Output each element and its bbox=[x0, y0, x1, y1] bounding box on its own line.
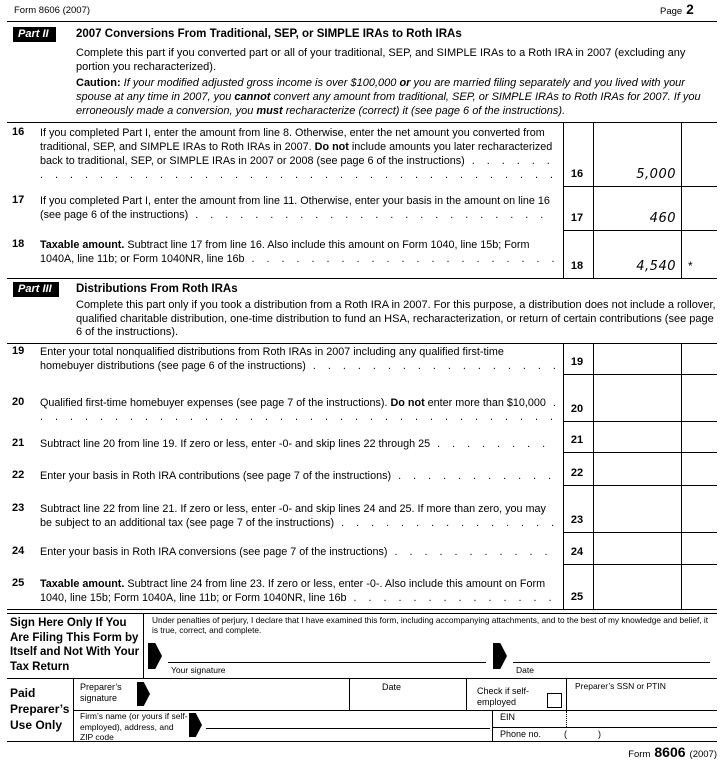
sign-section-bottom-rule bbox=[7, 678, 717, 679]
line22-text-body: Enter your basis in Roth IRA contributions (see page 7 of the instructions) bbox=[40, 470, 392, 482]
row-divider bbox=[563, 374, 717, 375]
header-form-id: Form 8606 (2007) bbox=[14, 5, 91, 16]
phone-label: Phone no. bbox=[500, 729, 542, 739]
page-label: Page bbox=[660, 6, 683, 17]
self-employed-label: Check if self-employed bbox=[477, 686, 530, 707]
row-divider bbox=[563, 532, 717, 533]
signature-date-label: Date bbox=[516, 665, 534, 675]
row-divider bbox=[563, 421, 717, 422]
firm-name-field-line[interactable] bbox=[206, 728, 490, 729]
row-divider bbox=[563, 485, 717, 486]
line17-text bbox=[40, 194, 557, 224]
ein-field[interactable] bbox=[570, 711, 715, 726]
line18-text bbox=[40, 238, 557, 268]
row-divider bbox=[563, 230, 717, 231]
preparer-border bbox=[566, 678, 567, 710]
line18-footnote-asterisk: * bbox=[688, 259, 693, 273]
part3-table-top-rule bbox=[7, 343, 717, 344]
line20-box-number: 20 bbox=[570, 403, 584, 415]
phone-paren-close: ) bbox=[598, 729, 601, 739]
part3-title: Distributions From Roth IRAs bbox=[76, 283, 238, 295]
part2-table-top-rule bbox=[7, 122, 717, 123]
preparer-section-bottom-rule bbox=[7, 741, 717, 742]
line18-amount-field[interactable] bbox=[594, 257, 676, 275]
date-arrow-icon bbox=[493, 643, 507, 669]
table-border bbox=[563, 343, 564, 609]
line25-text-body: Subtract line 24 from line 23. If zero or less, enter -0-. Also include this amount on Form 1040, line 15b; Form 1040A, line 11b; or Form 1040NR, line 16b bbox=[40, 578, 546, 604]
caution-text: you are married filing separately and you lived with your spouse at any time in 2007, you bbox=[76, 77, 685, 103]
sign-here-side-label: Sign Here Only If You Are Filing This Form by Itself and Not With Your Tax Return bbox=[10, 617, 140, 673]
preparer-border bbox=[492, 710, 493, 741]
line18-number: 18 bbox=[12, 238, 25, 250]
line17-text-body: If you completed Part I, enter the amount from line 11. Otherwise, enter your basis in the amount on line 16 (see page 6 of the instructions) bbox=[40, 195, 550, 221]
line17-box-number: 17 bbox=[570, 212, 584, 224]
preparer-signature-arrow-icon bbox=[137, 682, 150, 706]
line16-text-pre: If you completed Part I, enter the amount from line 8. Otherwise, enter the net amount you converted from traditional, SEP, and SIMPLE IRAs to Roth IRAs in 2007. bbox=[40, 127, 545, 153]
line16-number: 16 bbox=[12, 126, 25, 138]
line23-text-body: Subtract line 22 from line 21. If zero or less, enter -0- and skip lines 24 and 25. If more than zero, you may be subject to an additional tax (see page 7 of the instructions) bbox=[40, 503, 546, 529]
line19-box-number: 19 bbox=[570, 356, 584, 368]
preparer-border bbox=[349, 678, 350, 710]
part2-caution bbox=[76, 76, 717, 118]
line20-text bbox=[40, 396, 557, 426]
line21-text-body: Subtract line 20 from line 19. If zero or less, enter -0- and skip lines 22 through 25 bbox=[40, 438, 431, 450]
ein-divider bbox=[566, 711, 567, 727]
footer-form-label: Form bbox=[628, 749, 651, 760]
caution-bold-or: or bbox=[399, 77, 411, 89]
line19-number: 19 bbox=[12, 345, 25, 357]
line24-box-number: 24 bbox=[570, 546, 584, 558]
line23-box-number: 23 bbox=[570, 514, 584, 526]
paid-preparer-side-label: Paid Preparer’s Use Only bbox=[10, 686, 70, 732]
line25-box-number: 25 bbox=[570, 591, 584, 603]
line23-number: 23 bbox=[12, 502, 25, 514]
header-rule bbox=[7, 21, 717, 22]
line24-number: 24 bbox=[12, 545, 25, 557]
line18-text-bold: Taxable amount. bbox=[40, 239, 125, 251]
part3-table-bottom-rule bbox=[7, 609, 717, 610]
line16-amount-field[interactable] bbox=[594, 165, 676, 183]
footer-form-year: (2007) bbox=[689, 749, 717, 760]
line25-text-bold: Taxable amount. bbox=[40, 578, 125, 590]
table-border bbox=[593, 122, 594, 278]
part3-intro: Complete this part only if you took a distribution from a Roth IRA in 2007. For this purpose, a distribution does not include a rollover, qualified charitable distribution, one-time distribution to fund an HSA, recharacterization, or return of certain contributions (see page 6 of the instructions). bbox=[76, 299, 716, 338]
line22-box-number: 22 bbox=[570, 467, 584, 479]
row-divider bbox=[563, 564, 717, 565]
part2-table-bottom-rule bbox=[7, 278, 717, 279]
line17-amount-field[interactable] bbox=[594, 209, 676, 227]
line16-box-number: 16 bbox=[570, 168, 584, 180]
row-divider bbox=[563, 452, 717, 453]
ein-label: EIN bbox=[500, 712, 516, 722]
row-divider bbox=[563, 186, 717, 187]
self-employed-checkbox[interactable] bbox=[547, 693, 562, 708]
line23-text bbox=[40, 502, 557, 532]
preparer-date-label: Date bbox=[382, 682, 402, 692]
phone-field[interactable] bbox=[605, 728, 715, 741]
preparer-border bbox=[466, 678, 467, 710]
line20-number: 20 bbox=[12, 396, 25, 408]
your-signature-label: Your signature bbox=[171, 665, 226, 675]
part2-intro: Complete this part if you converted part or all of your traditional, SEP, and SIMPLE IRAs to a Roth IRA in 2007 (excluding any portion you recharacterized). bbox=[76, 47, 686, 73]
phone-paren-open: ( bbox=[564, 729, 567, 739]
line19-text-body: Enter your total nonqualified distributions from Roth IRAs in 2007 including any qualified first-time homebuyer distributions (see page 6 of the instructions) bbox=[40, 346, 504, 372]
table-border bbox=[593, 343, 594, 609]
page-number: 2 bbox=[686, 2, 694, 17]
caution-label: Caution: bbox=[76, 77, 121, 89]
line20-text-bold: Do not bbox=[390, 397, 425, 409]
caution-text: convert any amount from traditional, SEP, or SIMPLE IRAs to Roth IRAs for 2007. If you erroneously made a conversion, you bbox=[76, 91, 701, 117]
line20-text-post: enter more than $10,000 bbox=[424, 397, 546, 409]
line22-number: 22 bbox=[12, 469, 25, 481]
line24-text-body: Enter your basis in Roth IRA conversions (see page 7 of the instructions) bbox=[40, 546, 388, 558]
line16-text bbox=[40, 126, 557, 184]
preparer-signature-label: Preparer’s signature bbox=[80, 682, 122, 703]
footer-form-id bbox=[560, 744, 717, 760]
part3-badge: Part III bbox=[13, 282, 59, 297]
firm-name-label: Firm’s name (or yours if self-employed), address, and ZIP code bbox=[80, 711, 188, 742]
table-border bbox=[681, 122, 682, 278]
part2-badge: Part II bbox=[13, 27, 56, 42]
line18-box-number: 18 bbox=[570, 260, 584, 272]
table-border bbox=[563, 122, 564, 278]
caution-bold-cannot: cannot bbox=[234, 91, 271, 103]
line20-text-pre: Qualified first-time homebuyer expenses (see page 7 of the instructions). bbox=[40, 397, 391, 409]
line17-value: 460 bbox=[649, 211, 676, 226]
line18-text-body: Subtract line 17 from line 16. Also include this amount on Form 1040, line 15b; Form 1040A, line 11b; or Form 1040NR, line 16b bbox=[40, 239, 530, 265]
caution-text: If your modified adjusted gross income is over $100,000 bbox=[120, 77, 400, 89]
preparer-signature-field[interactable] bbox=[152, 682, 347, 708]
perjury-statement: Under penalties of perjury, I declare that I have examined this form, including accompanying attachments, and to the best of my knowledge and belief, it is true, correct, and complete. bbox=[152, 615, 709, 636]
caution-text: recharacterize (correct) it (see page 6 of the instructions). bbox=[282, 105, 566, 117]
part2-title: 2007 Conversions From Traditional, SEP, or SIMPLE IRAs to Roth IRAs bbox=[76, 28, 462, 40]
line25-number: 25 bbox=[12, 577, 25, 589]
line18-value: 4,540 bbox=[636, 259, 676, 274]
firm-name-arrow-icon bbox=[189, 713, 202, 737]
table-border bbox=[681, 343, 682, 609]
header-page bbox=[660, 2, 694, 17]
sign-section-top-rule bbox=[7, 613, 717, 614]
signature-arrow-icon bbox=[148, 643, 162, 669]
line24-text bbox=[40, 545, 557, 561]
line21-number: 21 bbox=[12, 437, 25, 449]
line16-value: 5,000 bbox=[636, 167, 676, 182]
signature-date-line[interactable] bbox=[513, 662, 710, 663]
line16-text-post: include amounts you later recharacterized back to traditional, SEP, or SIMPLE IRAs in 2007 or 2008 (see page 6 of the instructions) bbox=[40, 141, 553, 167]
line21-text bbox=[40, 437, 557, 453]
preparer-ssn-label: Preparer’s SSN or PTIN bbox=[575, 681, 666, 691]
line19-text bbox=[40, 345, 557, 375]
footer-form-number: 8606 bbox=[654, 744, 686, 760]
line25-text bbox=[40, 577, 557, 607]
line22-text bbox=[40, 469, 557, 485]
line16-text-bold: Do not bbox=[314, 141, 349, 153]
line17-number: 17 bbox=[12, 194, 25, 206]
your-signature-line[interactable] bbox=[168, 662, 486, 663]
line21-box-number: 21 bbox=[570, 434, 584, 446]
caution-bold-must: must bbox=[256, 105, 283, 117]
